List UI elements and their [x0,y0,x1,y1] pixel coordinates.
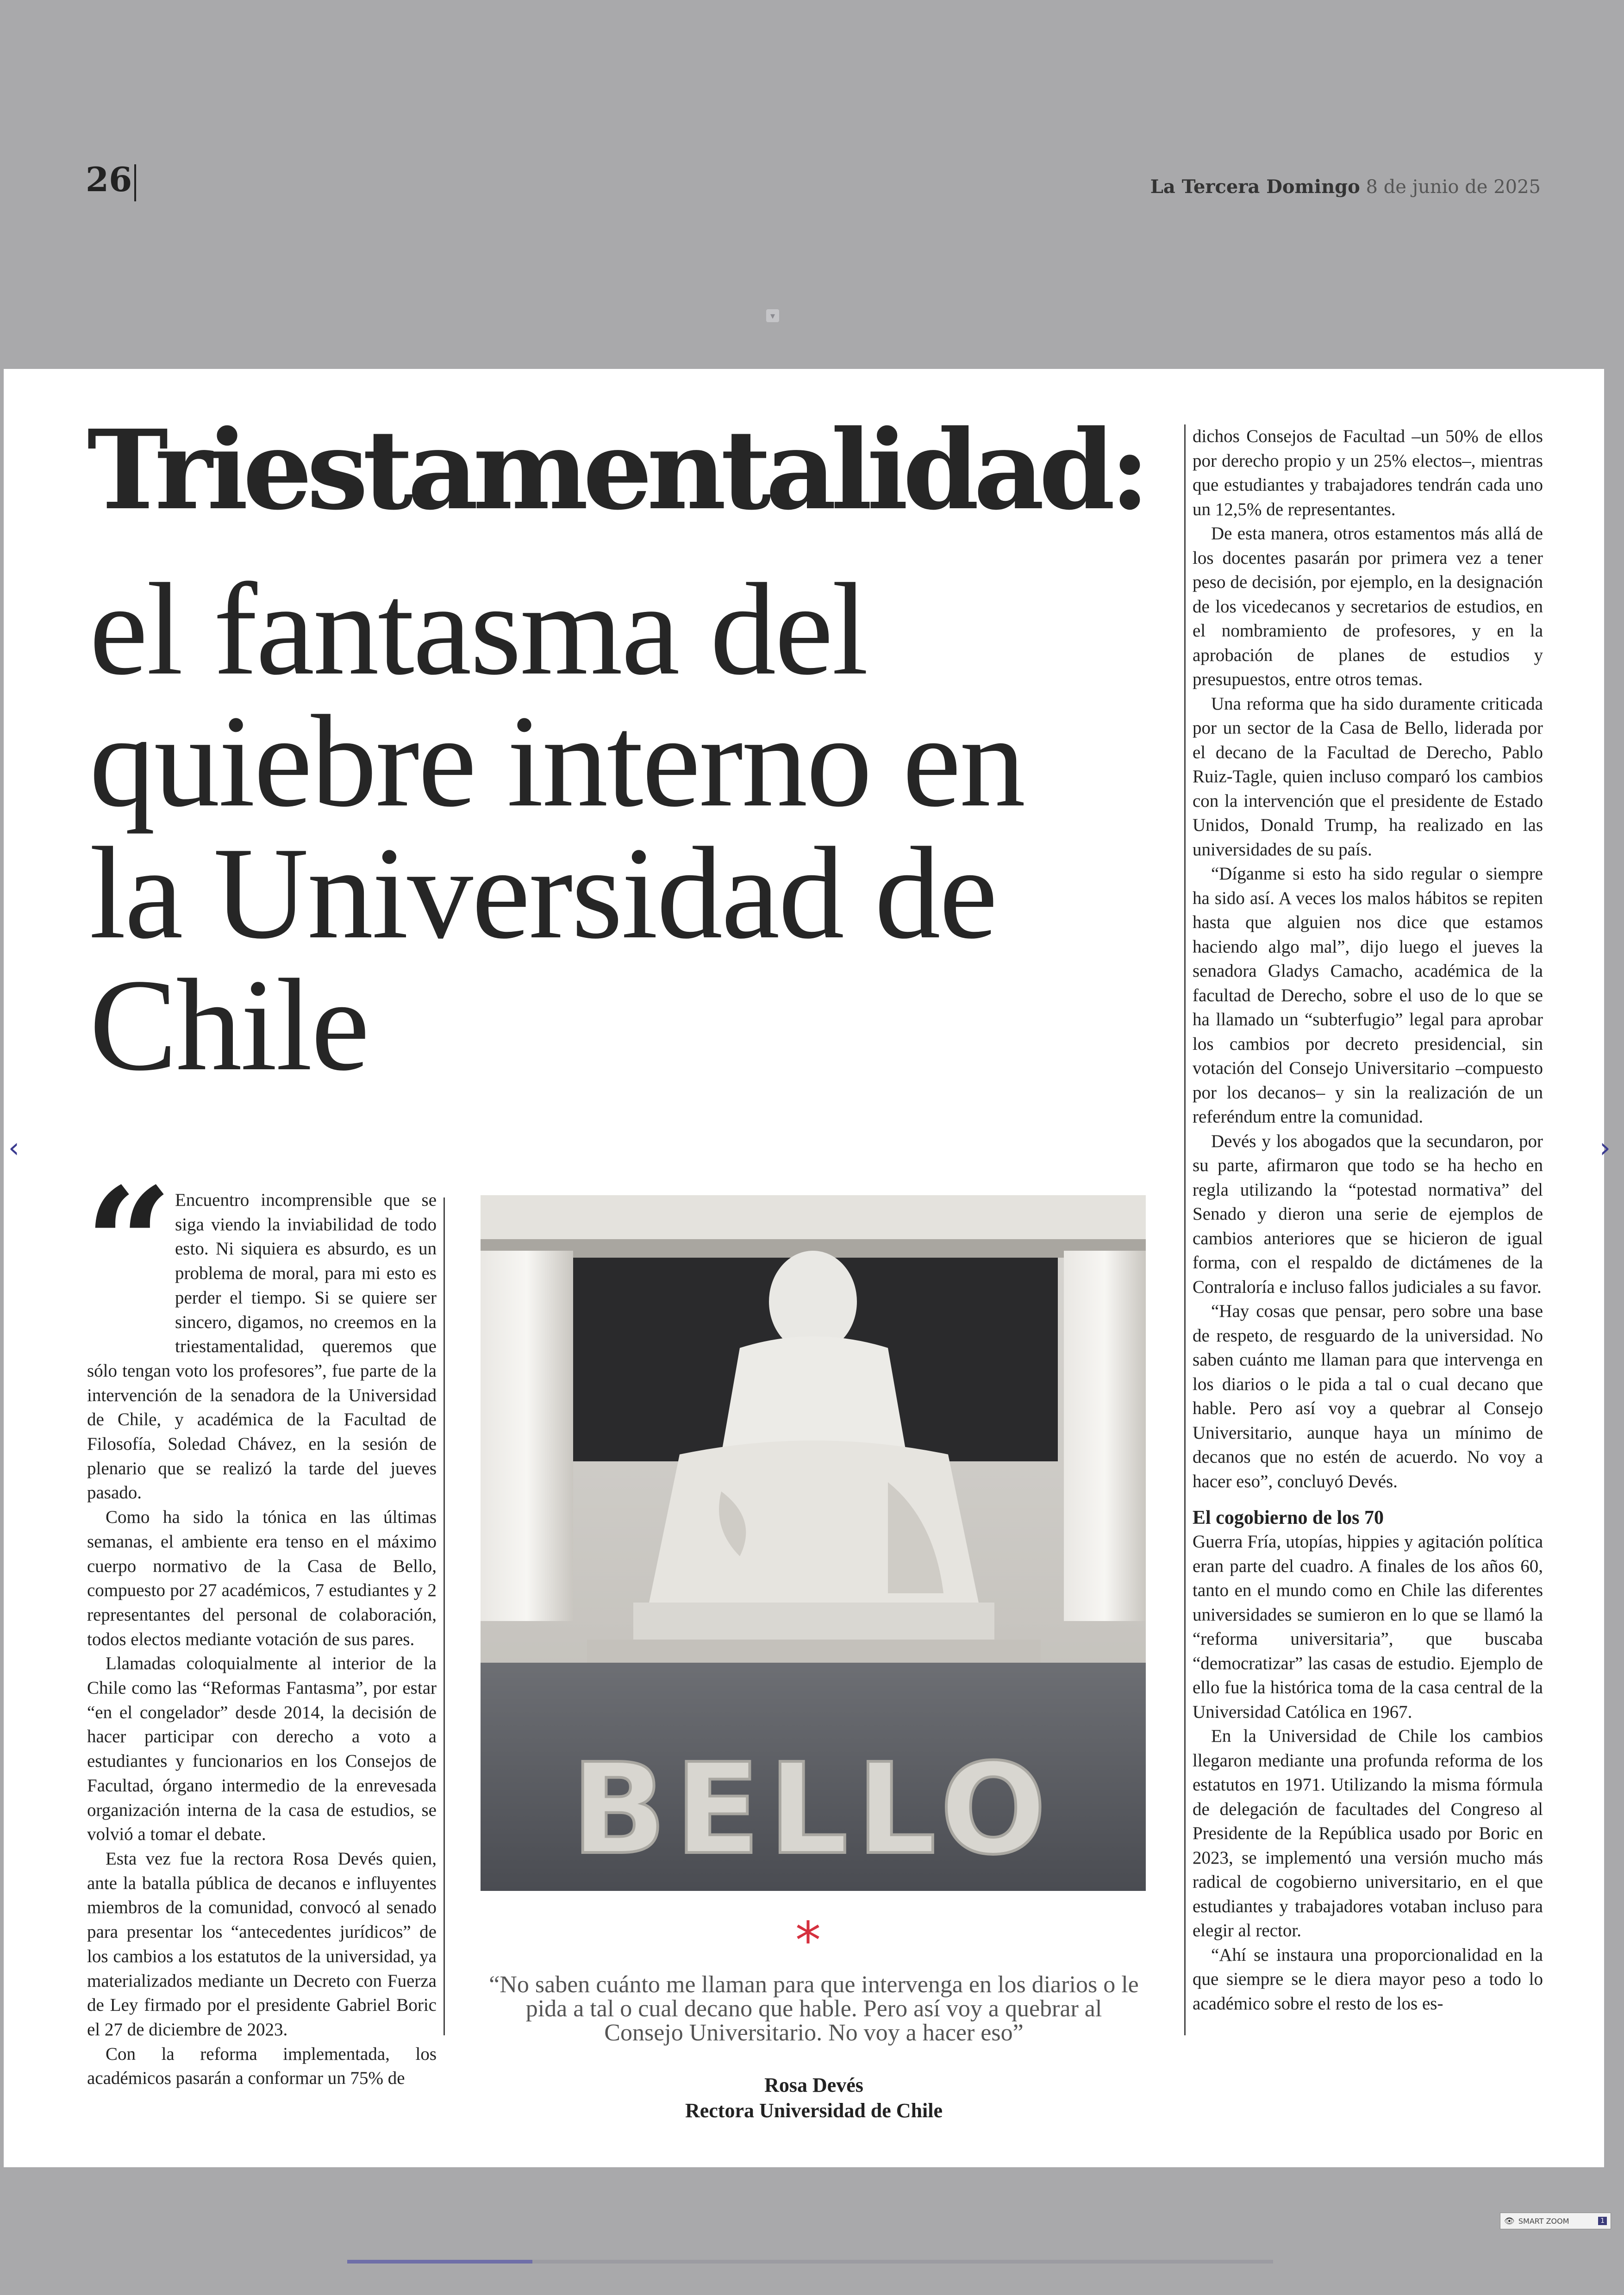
paragraph: En la Universidad de Chile los cambios llegaron mediante una profunda reforma de los estatutos en 1971. Utilizando la misma fórmula de delegación de facultades del Congreso al Presidente de la República usado por Boric en 2023, se implementó una versión mucho más radical de cogobierno universitario, en el que estudiantes y trabajadores votaban incluso para elegir al rector. [1193,1726,1543,1940]
subhead: El cogobierno de los 70 [1193,1507,1384,1528]
previous-page-icon[interactable]: ‹ [8,1132,19,1164]
smart-zoom-button[interactable] [1500,2213,1611,2229]
column-rule [443,1197,445,2035]
next-page-icon[interactable]: › [1599,1132,1611,1164]
zoom-page-number: 1 [1598,2217,1607,2225]
asterisk-icon: * [795,1911,821,1970]
progress-bar[interactable] [347,2260,532,2264]
newspaper-page [4,369,1604,2167]
statue-photo [481,1195,1146,1891]
opening-quote-icon: “ [85,1154,173,1334]
top-handle-icon[interactable]: ▾ [766,309,779,322]
paragraph: Como ha sido la tónica en las últimas semanas, el ambiente era tenso en el máximo cuerpo normativo de la Casa de Bello, compuesto por 27 académicos, 7 estudiantes y 2 representantes del personal de colaboración, todos electos mediante votación de sus pares. [87,1507,437,1649]
paragraph: De esta manera, otros estamentos más allá de los docentes pasarán por primera vez a tener peso de decisión, por ejemplo, en la designación de los vicedecanos y secretarios de estudios, en el nombramiento de profesores, y en la aprobación de planes de estudios y presupuestos, entre otros temas. [1193,524,1543,689]
paragraph: Devés y los abogados que la secundaron, por su parte, afirmaron que todo se ha hecho en regla utilizando la “potestad normativa” del Senado y dieron una serie de ejemplos de cambios anteriores que se hicieron de igual forma, con el respaldo de dictámenes de la Contraloría e incluso fallos judiciales a su favor. [1193,1131,1543,1297]
page-number: 26 [86,160,132,199]
pull-quote-role: Rectora Universidad de Chile [685,2099,943,2122]
paragraph: “Hay cosas que pensar, pero sobre una base de respeto, de resguardo de la universidad. No saben cuánto me llaman para que intervenga en los diarios o le pida a tal o cual decano que hable. Pero así voy a quebrar al Consejo Universitario, aunque haya un mínimo de decanos que no estén de acuerdo. No voy a hacer eso”, concluyó Devés. [1193,1301,1543,1491]
pull-quote: “No saben cuánto me llaman para que intervenga en los diarios o le pida a tal o cual decano que hable. Pero así voy a quebrar al Consejo Universitario. No voy a hacer eso” [489,1971,1139,2046]
paragraph: Esta vez fue la rectora Rosa Devés quien, ante la batalla pública de decanos e influyentes miembros de la comunidad, convocó al senado para presentar los “antecedentes jurídicos” de los cambios a los estatutos de la universidad, ya materializados mediante un Decreto con Fuerza de Ley firmado por el presidente Gabriel Boric el 27 de diciembre de 2023. [87,1848,437,2039]
paragraph: Con la reforma implementada, los académicos pasarán a conformar un 75% de [87,2044,437,2089]
paragraph: “Ahí se instaura una proporcionalidad en la que siempre se le diera mayor peso a todo lo académico sobre el resto de los es- [1193,1945,1543,2014]
page-number-divider [134,164,136,201]
headline-bold: Triestamentalidad: [87,405,1145,534]
paragraph: Encuentro incomprensible que se siga viendo la inviabilidad de todo esto. Ni siquiera es absurdo, es un problema de moral, para mi esto es perder el tiempo. Si se quiere ser sincero, digamos, no creemos en la triestamentalidad, queremos que sólo tengan voto los profesores”, fue parte de la intervención de la senadora de la Universidad de Chile, y académica de la Facultad de Filosofía, Soledad Chávez, en la sesión de plenario que se realizó la tarde del jueves pasado. [87,1190,437,1503]
column-rule [1184,424,1186,2035]
paragraph: “Díganme si esto ha sido regular o siempre ha sido así. A veces los malos hábitos se repiten hasta que alguien nos dice que estamos haciendo algo mal”, dijo luego el jueves la senadora Gladys Camacho, académica de la facultad de Derecho, sobre el uso de lo que se ha llamado un “subterfugio” legal para aprobar los cambios por decreto presidencial, sin votación del Consejo Universitario –compuesto por los decanos– y sin la realización de un referéndum entre la comunidad. [1193,864,1543,1127]
header-meta [1150,176,1541,198]
paragraph: Llamadas coloquialmente al interior de la Chile como las “Reformas Fantasma”, por estar “en el congelador” desde 2014, la decisión de hacer participar con derecho a voto a estudiantes y funcionarios en los Consejos de Facultad, órgano intermedio de la enrevesada organización interna de la casa de estudios, se volvió a tomar el debate. [87,1653,437,1845]
pull-quote-name: Rosa Devés [764,2074,863,2096]
article-right-column [1193,424,1543,2016]
eye-icon: 👁 [1504,2216,1515,2226]
paragraph: Guerra Fría, utopías, hippies y agitación política eran parte del cuadro. A finales de los años 60, tanto en el mundo como en Chile las diferentes universidades se sumieron en lo que se llamó la “reforma universitaria”, que buscaba “democratizar” las casas de estudio. Ejemplo de ello fue la histórica toma de la casa central de la Universidad Católica en 1967. [1193,1532,1543,1722]
smart-zoom-label: SMART ZOOM [1518,2216,1569,2226]
article-left-column [87,1188,437,2091]
publication-date: 8 de junio de 2025 [1366,176,1541,198]
headline-light: el fantasma del quiebre interno en la Universidad de Chile [89,556,1024,1098]
publication-name: La Tercera Domingo [1150,176,1360,198]
paragraph: dichos Consejos de Facultad –un 50% de ellos por derecho propio y un 25% electos–, mientras que estudiantes y trabajadores tendrán cada uno un 12,5% de representantes. [1193,426,1543,519]
paragraph: Una reforma que ha sido duramente criticada por un sector de la Casa de Bello, liderada por el decano de la Facultad de Derecho, Pablo Ruiz-Tagle, quien incluso comparó los cambios con la intervención que el presidente de Estado Unidos, Donald Trump, ha realizado en las universidades de su país. [1193,693,1543,860]
statue-inscription: BELLO [571,1736,1055,1882]
